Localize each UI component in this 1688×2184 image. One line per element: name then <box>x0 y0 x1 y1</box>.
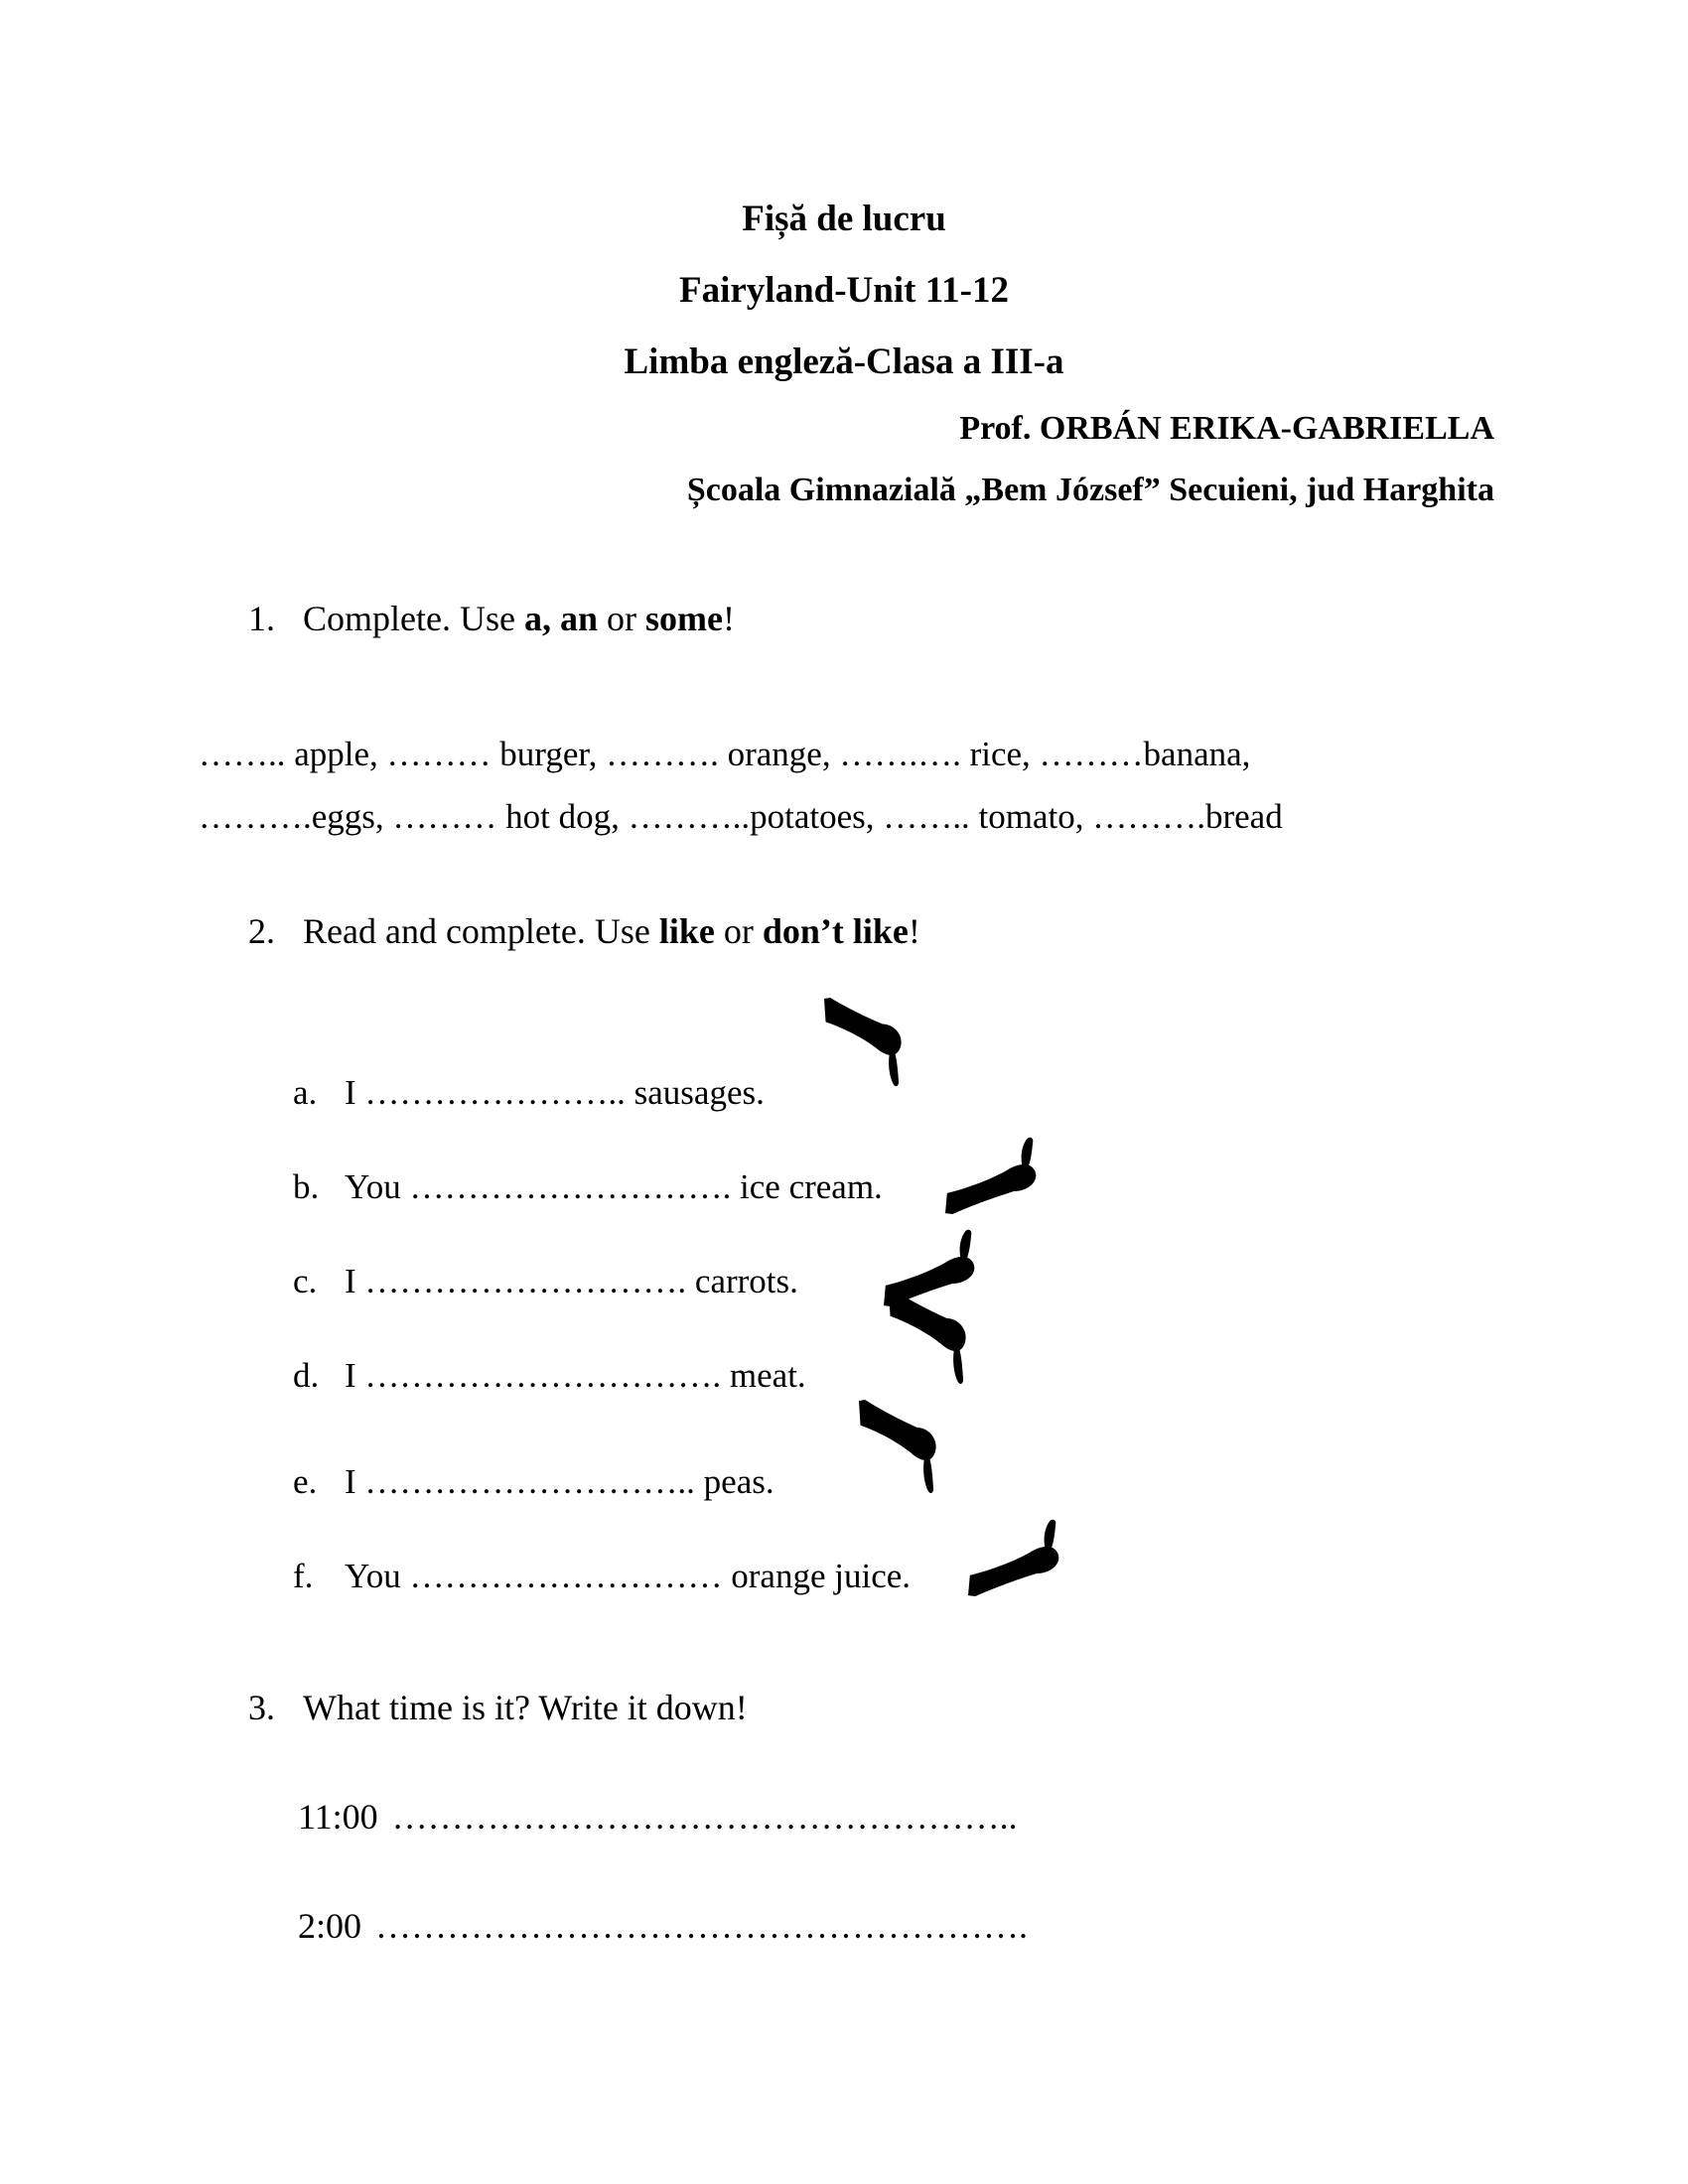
list-item-a <box>293 1045 1688 1140</box>
time-answer-line-200: ………………………………………………. <box>375 1906 1029 1946</box>
item-e-text: I ……………………….. peas. <box>345 1462 774 1501</box>
item-b-label: b. <box>293 1167 320 1206</box>
author-block <box>0 398 1688 521</box>
thumbs-up-icon <box>945 1137 1045 1214</box>
exercise1-prompt-or: or <box>598 599 645 638</box>
time-label-200: 2:00 <box>298 1906 362 1946</box>
page-title: Fișă de lucru <box>742 199 946 239</box>
exercise1-number: 1. <box>248 599 275 638</box>
exercise2-prompt-prefix: Read and complete. Use <box>303 911 659 951</box>
item-f-label: f. <box>293 1557 314 1595</box>
exercise2-prompt-or: or <box>714 911 763 951</box>
exercise3-times <box>298 1793 1688 1950</box>
exercise1-prompt-prefix: Complete. Use <box>303 599 524 638</box>
thumbs-down-icon <box>889 1291 973 1385</box>
time-row-200 <box>298 1902 1688 1950</box>
exercise1-fill-line-2: ……….eggs, ……… hot dog, ………..potatoes, …….. tomato, ……….bread <box>199 797 1283 836</box>
exercise3-heading <box>248 1684 1688 1731</box>
item-a-text: I ………………….. sausages. <box>345 1073 765 1112</box>
exercise1-bold-a-an: a, an <box>523 599 598 638</box>
class-subtitle: Limba engleză-Clasa a III-a <box>624 341 1064 382</box>
list-item-e <box>293 1434 1688 1529</box>
exercise2-prompt-suffix: ! <box>908 911 920 951</box>
teacher-name: Prof. ORBÁN ERIKA-GABRIELLA <box>959 410 1494 447</box>
exercise3-number: 3. <box>248 1688 275 1727</box>
time-row-1100 <box>298 1793 1688 1841</box>
item-c-text: I ………………………. carrots. <box>345 1262 798 1300</box>
school-name: Școala Gimnazială „Bem József” Secuieni, jud Harghita <box>686 472 1494 508</box>
item-a-label: a. <box>293 1073 318 1112</box>
worksheet-header <box>0 0 1688 398</box>
exercise2-items <box>293 1045 1688 1623</box>
time-answer-line-1100: …………………………………………….. <box>391 1797 1018 1837</box>
thumbs-down-icon <box>824 998 909 1087</box>
exercise2-heading <box>248 907 1688 955</box>
item-d-text: I …………………………. meat. <box>345 1356 806 1395</box>
exercise1-fill-lines <box>199 723 1688 848</box>
thumbs-down-icon <box>859 1400 943 1494</box>
list-item-d <box>293 1328 1688 1423</box>
exercise3-prompt: What time is it? Write it down! <box>303 1688 748 1727</box>
item-e-label: e. <box>293 1462 318 1501</box>
exercise1-heading <box>248 595 1688 642</box>
item-b-text: You ………………………. ice cream. <box>345 1167 883 1206</box>
item-c-label: c. <box>293 1262 318 1300</box>
exercise1-fill-line-1: …….. apple, ……… burger, ………. orange, …….…. rice, ………banana, <box>199 735 1251 773</box>
exercise2-bold-like: like <box>658 911 715 951</box>
item-f-text: You ……………………… orange juice. <box>345 1557 912 1595</box>
item-d-label: d. <box>293 1356 320 1395</box>
list-item-b <box>293 1140 1688 1234</box>
thumbs-up-icon <box>968 1519 1067 1596</box>
time-label-1100: 11:00 <box>298 1797 378 1837</box>
list-item-f <box>293 1529 1688 1623</box>
unit-subtitle: Fairyland-Unit 11-12 <box>679 270 1009 311</box>
exercise2-number: 2. <box>248 911 275 951</box>
list-item-c <box>293 1234 1688 1328</box>
exercise2-bold-dont-like: don’t like <box>762 911 909 951</box>
exercise1-bold-some: some <box>645 599 723 638</box>
exercise1-prompt-suffix: ! <box>722 599 735 638</box>
